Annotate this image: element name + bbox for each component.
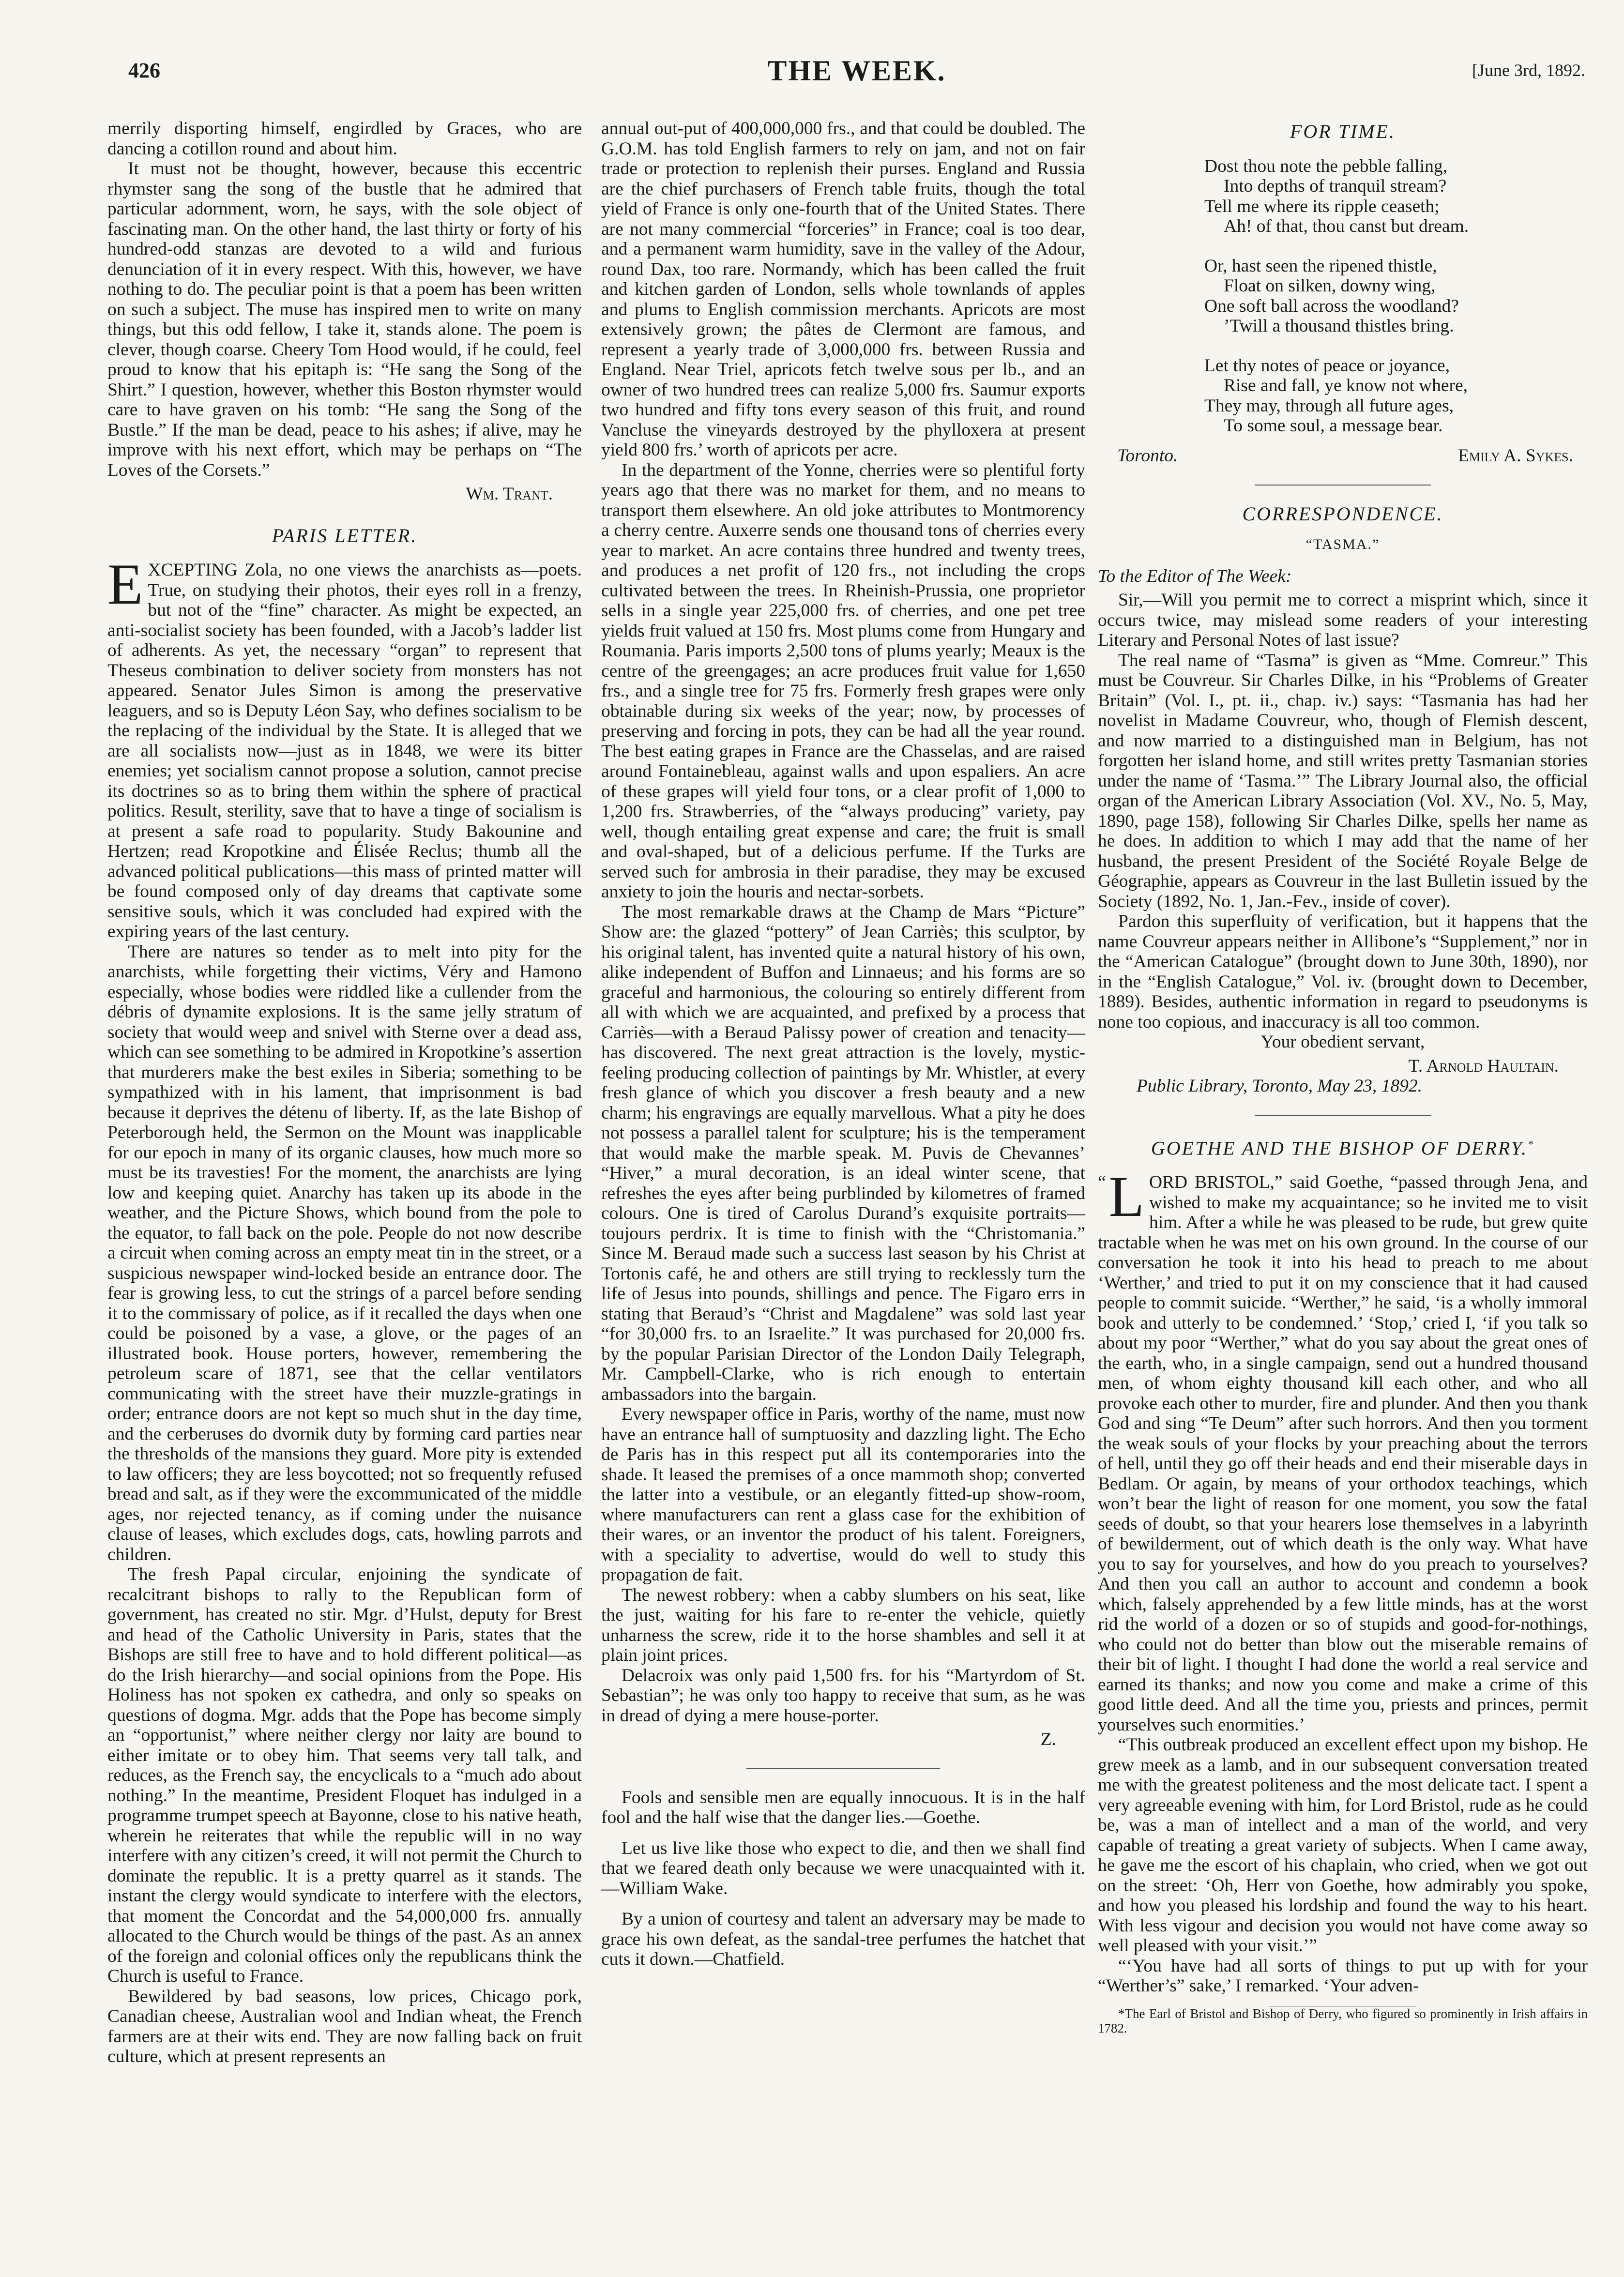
poem-line: They may, through all future ages, bbox=[1204, 395, 1454, 416]
poem-line: Rise and fall, ye know not where, bbox=[1224, 376, 1468, 395]
poem-line: Let thy notes of peace or joyance, bbox=[1204, 355, 1450, 376]
article-paragraph: There are natures so tender as to melt into pity for the anarchists, while forgetting their victims, Véry and Hamono especially, whose bodies were riddled like a cullender from the débris of dynamite explosions. It is the same jelly stratum of society that would weep and snivel with Sterne over a dead ass, which can see something to be admired in Kropotkine’s assertion that murderers make the best exiles in Siberia; something to be sympathized with in his lament, that imprisonment is bad because it deprives the détenu of liberty. If, as the late Bishop of Peterborough held, the Sermon on the Mount was inapplicable for our epoch in many of its organic clauses, how much more so must be its travesties! For the moment, the anarchists are lying low and keeping quiet. Anarchy has taken up its abode in the weather, and the Picture Shows, which bound from the pole to the equator, to fall back on the pole. People do not now describe a circuit when coming across an empty meat tin in the street, or a suspicious newspaper wind-locked beside an entrance door. The fear is growing less, to cut the strings of a parcel before sending it to the commissary of police, as if it recalled the days when one could be poisoned by a vase, a glove, or the pages of an illustrated book. House porters, however, remembering the petroleum scare of 1871, see that the cellar ventilators communicating with the street have their muzzle-gratings in order; entrance doors are not kept so much shut in the day time, and the cerberuses do dvornik duty by forming card parties near the thresholds of the mansions they guard. More pity is extended to law officers; they are less boycotted; not so frequently refused bread and salt, as if they were the excommunicated of the middle ages, nor rejected tenancy, as if coming under the nuisance clause of leases, which excludes dogs, cats, howling parrots and children. bbox=[107, 941, 582, 1564]
article-paragraph: The fresh Papal circular, enjoining the syndicate of recalcitrant bishops to rally to the Republican form of government, has created no stir. Mgr. d’Hulst, deputy for Brest and head of the Catholic University in Paris, states that the Bishops are still free to have and to hold different political—as do the Irish hierarchy—and social opinions from the Pope. His Holiness has not spoken ex cathedra, and only so speaks on questions of dogma. Mgr. adds that the Pope has become simply an “opportunist,” where neither clergy nor laity are bound to either imitate or to obey him. That seems very tall talk, and reduces, as the French say, the encyclicals to a “much ado about nothing.” In the meantime, President Floquet has indulged in a programme trumpet speech at Bayonne, close to his native heath, wherein he reiterates that while the republic will in no way interfere with any citizen’s creed, it will not permit the Church to dominate the republic. It is a pretty quarrel as it stands. The instant the clergy would syndicate to interfere with the electors, that moment the Concordat and the 54,000,000 frs. annually allocated to the Church would be things of the past. As an annex of the foreign and colonial offices only the republicans think the Church is useful to France. bbox=[107, 1564, 582, 1986]
footnote-marker: * bbox=[1528, 1138, 1535, 1150]
article-paragraph: Delacroix was only paid 1,500 frs. for his “Martyrdom of St. Sebastian”; he was only too happy to receive that sum, as he was in dread of dying a mere house-porter. bbox=[601, 1665, 1085, 1726]
poem-line: Dost thou note the pebble falling, bbox=[1204, 156, 1447, 176]
quote-paragraph: By a union of courtesy and talent an adversary may be made to grace his own defeat, as the sandal-tree perfumes the hatchet that cuts it down.—Chatfield. bbox=[601, 1909, 1085, 1969]
article-paragraph: The most remarkable draws at the Champ de Mars “Picture” Show are: the glazed “pottery” of Jean Carriès; this sculptor, by his original talent, has invented quite a natural history of his own, alike independent of Buffon and Linnaeus; and his forms are so graceful and harmonious, the colouring so entirely different from all with which we are acquainted, and prefixed by a process that Carriès—with a Beraud Palissy power of creation and tenacity—has discovered. The next great attraction is the lovely, mystic-feeling producing collection of paintings by Mr. Whistler, at every fresh glance of which you discover a fresh beauty and a new charm; his engravings are equally marvellous. What a pity he does not possess a parallel talent for sculpture; his is the temperament that would make the marble speak. M. Puvis de Chevannes’ “Hiver,” a mural decoration, is an ideal winter scene, that refreshes the eyes after being purblinded by kilometres of framed colours. One is tired of Carolus Durand’s exquisite portraits—toujours perdrix. It is time to finish with the “Christomania.” Since M. Beraud made such a success last season by his Christ at Tortonis café, he and others are still trying to recklessly turn the life of Jesus into pounds, shillings and pence. The Figaro errs in stating that Beraud’s “Christ and Magdalene” was sold last year “for 30,000 frs. to an Israelite.” It was purchased for 20,000 frs. by the popular Parisian Director of the London Daily Telegraph, Mr. Campbell-Clarke, who is rich enough to entertain ambassadors into the bargain. bbox=[601, 902, 1085, 1404]
poem-line: ’Twill a thousand thistles bring. bbox=[1224, 316, 1454, 336]
quote-paragraph: Fools and sensible men are equally innocuous. It is in the half fool and the half wise that the danger lies.—Goethe. bbox=[601, 1787, 1085, 1827]
article-paragraph: “‘You have had all sorts of things to put up with for your “Werther’s” sake,’ I remarked. ‘Your adven- bbox=[1098, 1956, 1588, 1996]
article-paragraph bbox=[107, 552, 582, 942]
poem-line: Or, hast seen the ripened thistle, bbox=[1204, 256, 1437, 276]
quote-paragraph: Let us live like those who expect to die, and then we shall find that we feared death only because we were unacquainted with it.—William Wake. bbox=[601, 1838, 1085, 1898]
author-signature: Z. bbox=[1040, 1730, 1056, 1749]
correspondence-subheading: “TASMA.” bbox=[1305, 536, 1380, 552]
article-paragraph: Bewildered by bad seasons, low prices, Chicago pork, Canadian cheese, Australian wool and Indian wheat, the French farmers are at their wits end. They are now falling back on fruit culture, which at present represents an bbox=[107, 1986, 582, 2066]
heading-text: GOETHE AND THE BISHOP OF DERRY. bbox=[1151, 1137, 1528, 1159]
opening-quote: “ bbox=[1098, 1172, 1106, 1193]
poem bbox=[1204, 156, 1588, 436]
drop-cap: E bbox=[107, 552, 143, 616]
poem-line: One soft ball across the woodland? bbox=[1204, 296, 1459, 316]
issue-date: [June 3rd, 1892. bbox=[1472, 61, 1585, 80]
section-heading-goethe bbox=[1098, 1134, 1588, 1158]
article-paragraph: “This outbreak produced an excellent effect upon my bishop. He grew meek as a lamb, and in our subsequent conversation treated me with the greatest politeness and the most delicate tact. I spent a very agreeable evening with him, for Lord Bristol, rude as he could be, was a man of intellect and a man of the world, and very capable of treating a great variety of subjects. When I came away, he gave me the escort of his chaplain, who cried, when we got out on the street: ‘Oh, Herr von Goethe, how admirably you spoke, and how you pleased his lordship and found the way to his heart. With less vigour and decision you would not have come away so well pleased with your visit.’” bbox=[1098, 1735, 1588, 1956]
section-heading-for-time: FOR TIME. bbox=[1290, 121, 1396, 142]
masthead-title: THE WEEK. bbox=[767, 55, 946, 87]
article-paragraph: The newest robbery: when a cabby slumbers on his seat, like the just, waiting for his fare to re-enter the vehicle, quietly unharness the screw, ride it to the horse shambles and sell it at plain joint prices. bbox=[601, 1585, 1085, 1665]
letter-paragraph: Pardon this superfluity of verification, but it happens that the name Couvreur appears neither in Allibone’s “Supplement,” nor in the “American Catalogue” (brought down to June 30th, 1890), nor in the “English Catalogue,” Vol. iv. (brought down to December, 1889). Besides, authentic information in regard to pseudonyms is none too copious, and inaccuracy is all too common. bbox=[1098, 911, 1588, 1032]
section-heading-paris-letter: PARIS LETTER. bbox=[272, 524, 418, 546]
article-paragraph bbox=[1098, 1164, 1588, 1735]
section-divider bbox=[1255, 1115, 1431, 1116]
poem-author: Emily A. Sykes. bbox=[1457, 445, 1573, 466]
column-3 bbox=[1098, 119, 1588, 2035]
article-paragraph: merrily disporting himself, engirdled by Graces, who are dancing a cotillon round and about him. bbox=[107, 119, 582, 159]
poem-line: Float on silken, downy wing, bbox=[1224, 276, 1436, 296]
poem-place: Toronto. bbox=[1117, 445, 1178, 466]
poem-stanza bbox=[1204, 356, 1588, 436]
poem-stanza bbox=[1204, 156, 1588, 237]
column-1 bbox=[107, 119, 582, 2067]
letter-paragraph: Sir,—Will you permit me to correct a misprint which, since it occurs twice, may mislead some readers of your interesting Literary and Personal Notes of last issue? bbox=[1098, 590, 1588, 650]
poem-line: Ah! of that, thou canst but dream. bbox=[1224, 216, 1469, 236]
article-paragraph: annual out-put of 400,000,000 frs., and that could be doubled. The G.O.M. has told English farmers to rely on jam, and not on fair trade or protection to replenish their purses. England and Russia are the chief purchasers of French table fruits, though the total yield of France is only one-fourth that of the United States. There are not many commercial “forceries” in France; coal is too dear, and a permanent warm humidity, save in the valley of the Adour, round Dax, too rare. Normandy, which has been called the fruit and kitchen garden of London, sells whole townlands of apples and plums to English commission merchants. Apricots are most extensively grown; the pâtes de Clermont are famous, and represent a yearly trade of 3,000,000 frs. between Russia and England. Near Triel, apricots fetch twelve sous per lb., and an owner of two hundred trees can realize 5,000 frs. Saumur exports two hundred and fifty tons every season of this fruit, and round Vancluse the vineyards destroyed by the phylloxera at present yield 800 frs.’ worth of apricots per acre. bbox=[601, 119, 1085, 460]
drop-cap: L bbox=[1108, 1164, 1144, 1229]
section-divider bbox=[1255, 485, 1431, 486]
paragraph-text: ORD BRISTOL,” said Goethe, “passed through Jena, and wished to make my acquaintance; so he invited me to visit him. After a while he was pleased to be rude, but grew quite tractable when he was met on his own ground. In the course of our conversation he took it into his head to preach to me about ‘Werther,’ and tried to put it on my conscience that it had caused people to commit suicide. “Werther,” he said, ‘is a wholly immoral book and utterly to be condemned.’ ‘Stop,’ cried I, ‘if you talk so about my poor “Werther,” what do you say about the great ones of the earth, who, in a single campaign, send out a hundred thousand men, of whom eighty thousand kill each other, and who all provoke each other to murder, fire and plunder. And then you thank God and sing “Te Deum” after such horrors. And then you torment the weak souls of your flocks by your preaching about the terrors of hell, until they go off their heads and end their miserable days in Bedlam. Or again, by means of your orthodox teachings, which won’t bear the light of reason for one moment, you sow the fatal seeds of doubt, so that your hearers lose themselves in a labyrinth of bewilderment, out of which death is the only way. What have you to say for yourselves, and how do you preach to yourselves? And then you call an author to account and condemn a book which, falsely apprehended by a few little minds, has at the worst rid the world of a dozen or so of stupids and good-for-nothings, who could not do better than blow out the miserable remains of their bit of light. I thought I had done the world a real service and earned its thanks; and now you come and make a crime of this good little deed. And all the time you, priests and princes, permit yourselves such enormities.’ bbox=[1098, 1172, 1588, 1735]
poem-line: Into depths of tranquil stream? bbox=[1224, 176, 1447, 196]
letter-paragraph: The real name of “Tasma” is given as “Mme. Comreur.” This must be Couvreur. Sir Charles Dilke, in his “Problems of Greater Britain” (Vol. I., pt. ii., chap. iv.) says: “Tasmania has had her novelist in Madame Couvreur, who, though of Flemish descent, and now married to a distinguished man in Belgium, has not forgotten her island home, and still writes pretty Tasmanian stories under the name of ‘Tasma.’” The Library Journal also, the official organ of the American Library Association (Vol. XV., No. 5, May, 1890, page 158), following Sir Charles Dilke, spells her name as he does. In addition to which I may add that the name of her husband, the present President of the Société Royale Belge de Géographie, appears as Couvreur in the last Bulletin issued by the Society (1892, No. 1, Jan.-Fev., inside of cover). bbox=[1098, 650, 1588, 911]
article-paragraph: It must not be thought, however, because this eccentric rhymster sang the song of the bustle that he admired that particular adornment, worn, he says, with the sole object of fascinating man. On the other hand, the last thirty or forty of his hundred-odd stanzas are devoted to a wild and furious denunciation of it in every respect. With this, however, we have nothing to do. The peculiar point is that a poem has been written on such a subject. The muse has inspired men to write on many things, but this odd fellow, I take it, stands alone. The poem is clever, though coarse. Cheery Tom Hood would, if he could, feel proud to know that his epitaph is: “He sang the Song of the Shirt.” I question, however, whether this Boston rhymster would care to have graven on his tomb: “He sang the Song of the Bustle.” If the man be dead, peace to his ashes; if alive, may he improve with his next effort, which may be perhaps on “The Loves of the Corsets.” bbox=[107, 159, 582, 480]
poem-footer bbox=[1098, 446, 1588, 466]
poem-stanza bbox=[1204, 256, 1588, 336]
poem-line: Tell me where its ripple ceaseth; bbox=[1204, 196, 1440, 216]
footnote: *The Earl of Bristol and Bishop of Derry, who figured so prominently in Irish affairs in 1782. bbox=[1098, 2006, 1588, 2035]
letter-signature: T. Arnold Haultain. bbox=[1408, 1056, 1559, 1076]
section-heading-correspondence: CORRESPONDENCE. bbox=[1242, 502, 1443, 525]
letter-dateline: Public Library, Toronto, May 23, 1892. bbox=[1137, 1076, 1422, 1096]
article-paragraph: In the department of the Yonne, cherries were so plentiful forty years ago that there was no market for them, and no means to transport them elsewhere. An old joke attributes to Montmorency a cherry centre. Auxerre sends one thousand tons of cherries every year to market. An acre contains three hundred and twenty trees, and produces a net profit of 120 frs., not including the crops cultivated between the trees. In Rheinish-Prussia, one proprietor sells in a single year 225,000 frs. of cherries, and one pet tree yields fruit valued at 150 frs. Most plums come from Hungary and Roumania. Paris imports 2,500 tons of plums yearly; Meaux is the centre of the greengages; an acre produces fruit value for 1,650 frs., and a single tree for 75 frs. Formerly fresh grapes were only obtainable during six weeks of the year; now, by processes of preserving and forcing in pots, they can be had all the year round. The best eating grapes in France are the Chasselas, and are raised around Fontainebleau, against walls and upon espaliers. An acre of these grapes will yield four tons, or a clear profit of 1,000 to 1,200 frs. Strawberries, of the “always producing” variety, pay well, though entailing great expense and care; the fruit is small and oval-shaped, but of a delicious perfume. If the Turks are served such for ambrosia in their paradise, they may be excused anxiety to join the houris and nectar-sorbets. bbox=[601, 460, 1085, 902]
article-paragraph: Every newspaper office in Paris, worthy of the name, must now have an entrance hall of sumptuosity and dazzling light. The Echo de Paris has in this respect put all its contemporaries into the shade. It leased the premises of a once mammoth shop; converted the latter into a vestibule, or an elegantly fitted-up show-room, where manufacturers can rent a glass case for the exhibition of their wares, or an inventor the product of his talent. Foreigners, with a speciality to advertise, would do well to study this propagation de fait. bbox=[601, 1404, 1085, 1585]
author-signature: Wm. Trant. bbox=[466, 484, 553, 504]
page-number: 426 bbox=[128, 59, 160, 82]
column-2 bbox=[601, 119, 1085, 1970]
paragraph-text: XCEPTING Zola, no one views the anarchists as—poets. True, on studying their photos, their eyes roll in a frenzy, but not of the “fine” character. As might be expected, an anti-socialist society has been founded, with a Jacob’s ladder list of adherents. As yet, the necessary “organ” to represent that Theseus combination to deliver society from monsters has not appeared. Senator Jules Simon is among the preservative leaguers, and so is Deputy Léon Say, who defines socialism to be the replacing of the individual by the State. It is alleged that we are all socialists now—just as in 1848, we were its bitter enemies; yet socialism cannot propose a solution, cannot precise its doctrines so as to bring them within the sphere of practical politics. Result, sterility, save that to have a tinge of socialism is at present a safe road to popularity. Study Bakounine and Hertzen; read Kropotkine and Élisée Reclus; thumb all the advanced political publications—this mass of printed matter will be found composed only of day dreams that captivate some sensitive souls, which it was concluded had expired with the expiring years of the last century. bbox=[107, 560, 582, 941]
section-divider bbox=[746, 1768, 940, 1769]
letter-addressee: To the Editor of The Week: bbox=[1098, 566, 1292, 586]
poem-line: To some soul, a message bear. bbox=[1224, 416, 1443, 436]
letter-closing: Your obedient servant, bbox=[1260, 1032, 1425, 1052]
page-header bbox=[128, 55, 1585, 106]
